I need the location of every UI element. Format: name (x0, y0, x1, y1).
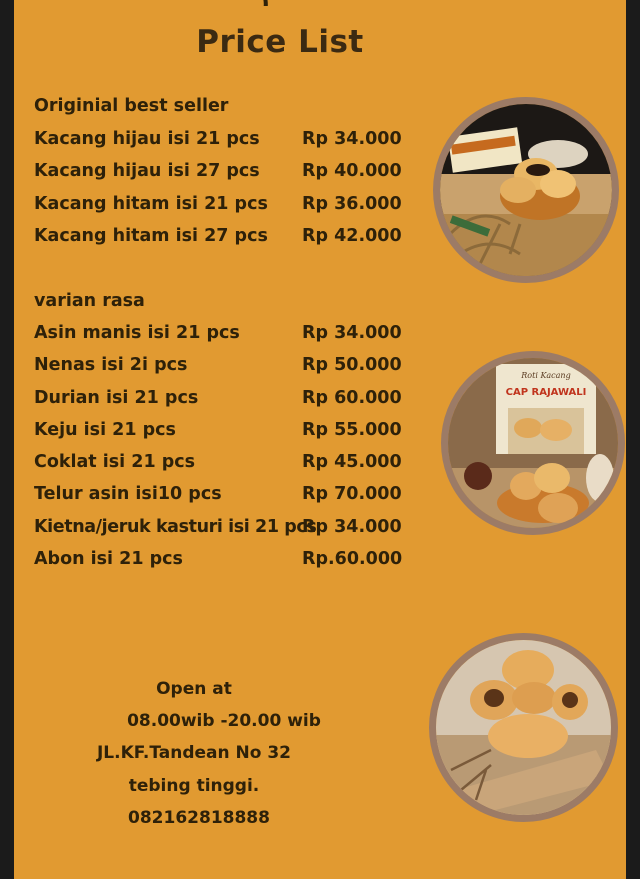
product-photo-bread (429, 633, 618, 822)
menu-item-name: Abon isi 21 pcs (34, 549, 183, 569)
best-seller-heading: Originial best seller (34, 96, 229, 116)
address: JL.KF.Tandean No 32 (96, 743, 291, 763)
box-brand-small: Roti Kacang (521, 371, 571, 380)
menu-item-price: Rp 55.000 (302, 420, 402, 440)
product-photo-rajawali (441, 351, 625, 535)
box-brand: CAP RAJAWALI (505, 387, 587, 398)
menu-item-name: Kacang hitam isi 27 pcs (34, 226, 268, 246)
menu-item-price: Rp 60.000 (302, 388, 402, 408)
menu-item-price: Rp.60.000 (302, 549, 403, 569)
menu-item-price: Rp 50.000 (302, 355, 402, 375)
opening-hours: 08.00wib -20.00 wib (127, 711, 321, 731)
menu-item-price: Rp 40.000 (302, 161, 402, 181)
menu-item-name: Keju isi 21 pcs (34, 420, 176, 440)
menu-item-name: Kacang hijau isi 27 pcs (34, 161, 260, 181)
cropped-script-heading (54, 0, 594, 6)
menu-item-name: Kacang hijau isi 21 pcs (34, 129, 260, 149)
menu-item-price: Rp 34.000 (302, 517, 402, 537)
city: tebing tinggi. (128, 776, 260, 796)
menu-item-name: Kietna/jeruk kasturi isi 21 pcs (34, 517, 317, 537)
menu-item-name: Asin manis isi 21 pcs (34, 323, 240, 343)
phone-number: 082162818888 (128, 808, 270, 828)
menu-item-price: Rp 36.000 (302, 194, 402, 214)
price-list-poster (14, 0, 626, 879)
open-label: Open at (156, 679, 232, 699)
menu-item-name: Durian isi 21 pcs (34, 388, 199, 408)
menu-item-price: Rp 34.000 (302, 323, 402, 343)
menu-item-price: Rp 42.000 (302, 226, 402, 246)
menu-item-name: Coklat isi 21 pcs (34, 452, 196, 472)
varian-heading: varian rasa (34, 291, 145, 311)
product-photo-best-seller (433, 97, 619, 283)
menu-item-price: Rp 70.000 (302, 484, 402, 504)
menu-item-price: Rp 45.000 (302, 452, 402, 472)
menu-item-name: Kacang hitam isi 21 pcs (34, 194, 268, 214)
menu-item-price: Rp 34.000 (302, 129, 402, 149)
menu-item-name: Telur asin isi10 pcs (34, 484, 222, 504)
menu-item-name: Nenas isi 2i pcs (34, 355, 188, 375)
page-title: Price List (196, 24, 364, 60)
